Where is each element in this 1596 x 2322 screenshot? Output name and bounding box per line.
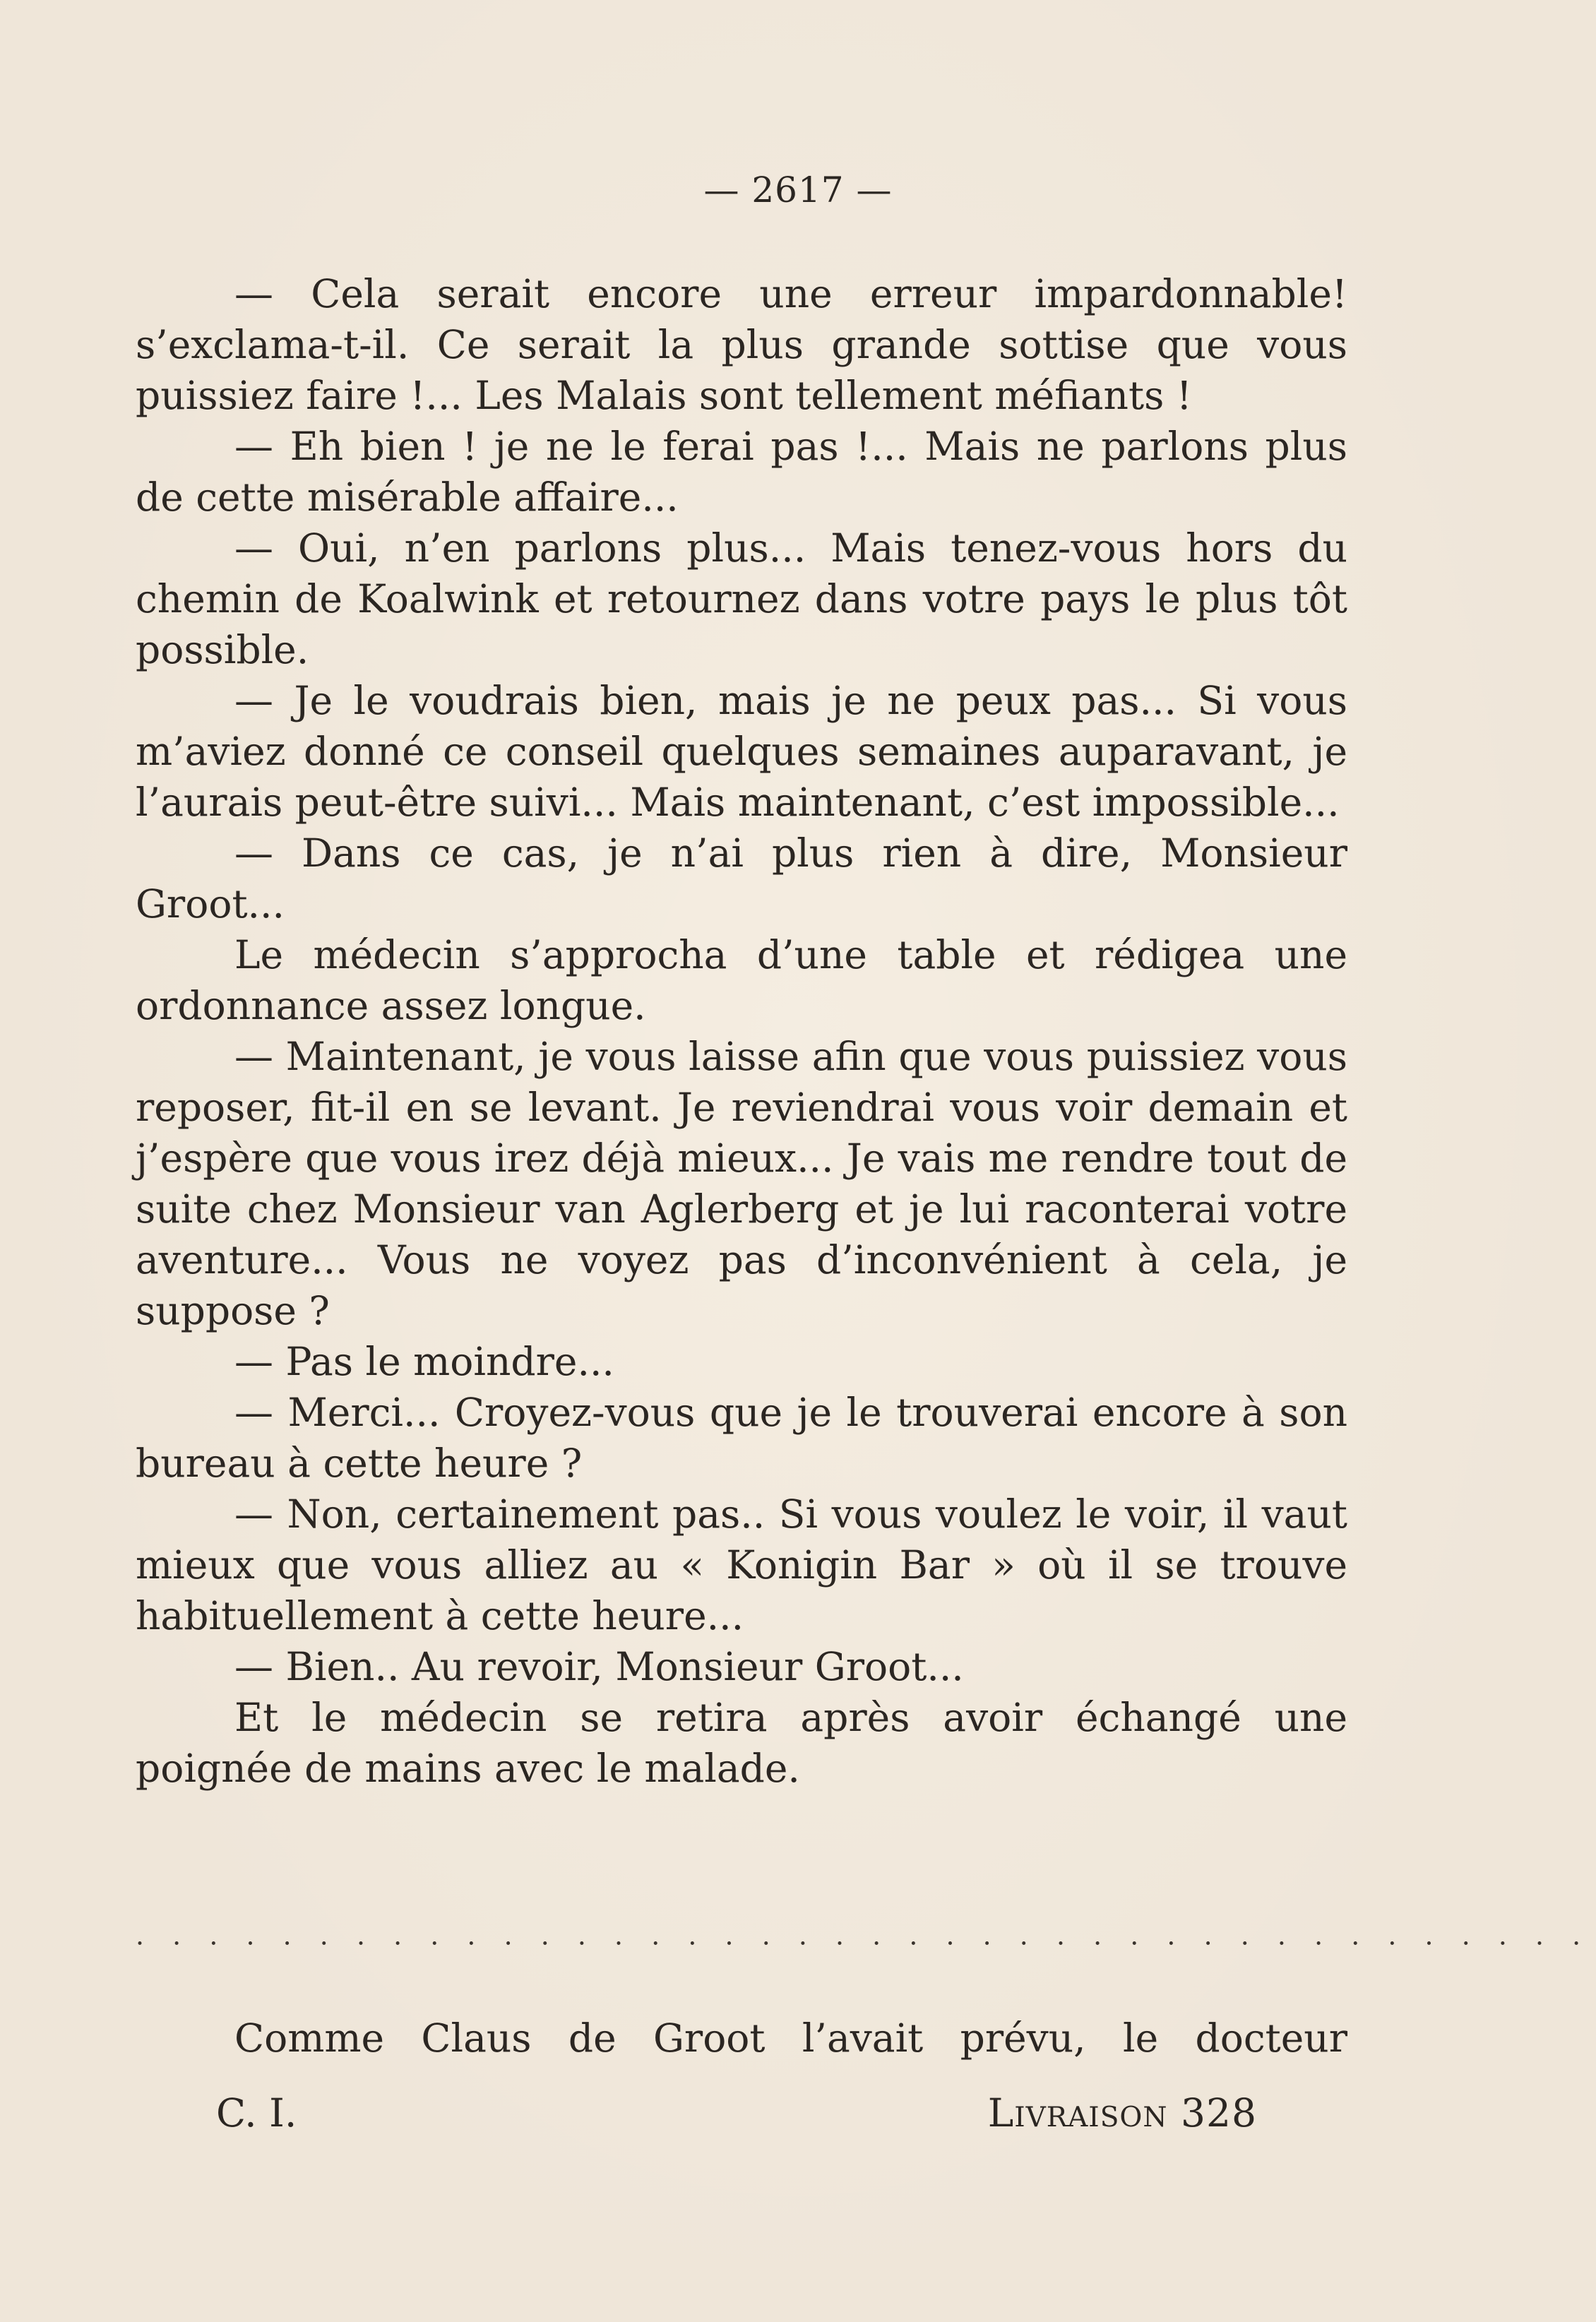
paragraph: — Oui, n’en parlons plus... Mais tenez-vous hors du chemin de Koalwink et retournez dans votre pays le plus tôt possible. (136, 525, 1347, 672)
paragraph: — Merci... Croyez-vous que je le trouverai encore à son bureau à cette heure ? (136, 1390, 1347, 1486)
page-footer (216, 2090, 1257, 2136)
paragraph: — Pas le moindre... (234, 1339, 614, 1384)
footer-signature: C. I. (216, 2090, 297, 2136)
continuation-line: Comme Claus de Groot l’avait prévu, le docteur (234, 2016, 1347, 2061)
paragraph: — Maintenant, je vous laisse afin que vous puissiez vous reposer, fit-il en se levant. Je reviendrai vous voir demain et j’espère que vous irez déjà mieux... Je vais me rendre tout de suite chez Monsieur van Aglerberg et je lui raconterai votre aventure... Vous ne voyez pas d’inconvénient à cela, je suppose ? (136, 1034, 1347, 1333)
paragraph: — Non, certainement pas.. Si vous voulez le voir, il vaut mieux que vous alliez au « Konigin Bar » où il se trouve habituellement à cette heure... (136, 1492, 1347, 1638)
paragraph: Le médecin s’approcha d’une table et rédigea une ordonnance assez longue. (136, 932, 1347, 1028)
section-separator: · · · · · · · · · · · · · · · · · · · · · · · · · · · · · · · · · · · · · · · · (136, 1928, 1591, 1959)
page-number: — 2617 — (703, 169, 893, 210)
body-text (136, 268, 1347, 1794)
paragraph: — Bien.. Au revoir, Monsieur Groot... (234, 1644, 964, 1689)
paragraph: Et le médecin se retira après avoir échangé une poignée de mains avec le malade. (136, 1695, 1347, 1791)
paragraph: — Je le voudrais bien, mais je ne peux pas... Si vous m’aviez donné ce conseil quelques semaines auparavant, je l’aurais peut-être suivi... Mais maintenant, c’est impossible... (136, 678, 1347, 825)
footer-issue-number: Livraison 328 (987, 2090, 1257, 2136)
paragraph: — Cela serait encore une erreur impardonnable! s’exclama-t-il. Ce serait la plus grande sottise que vous puissiez faire !... Les Malais sont tellement méfiants ! (136, 271, 1347, 418)
paragraph: — Eh bien ! je ne le ferai pas !... Mais ne parlons plus de cette misérable affaire... (136, 424, 1347, 520)
paragraph: — Dans ce cas, je n’ai plus rien à dire, Monsieur Groot... (136, 830, 1347, 927)
